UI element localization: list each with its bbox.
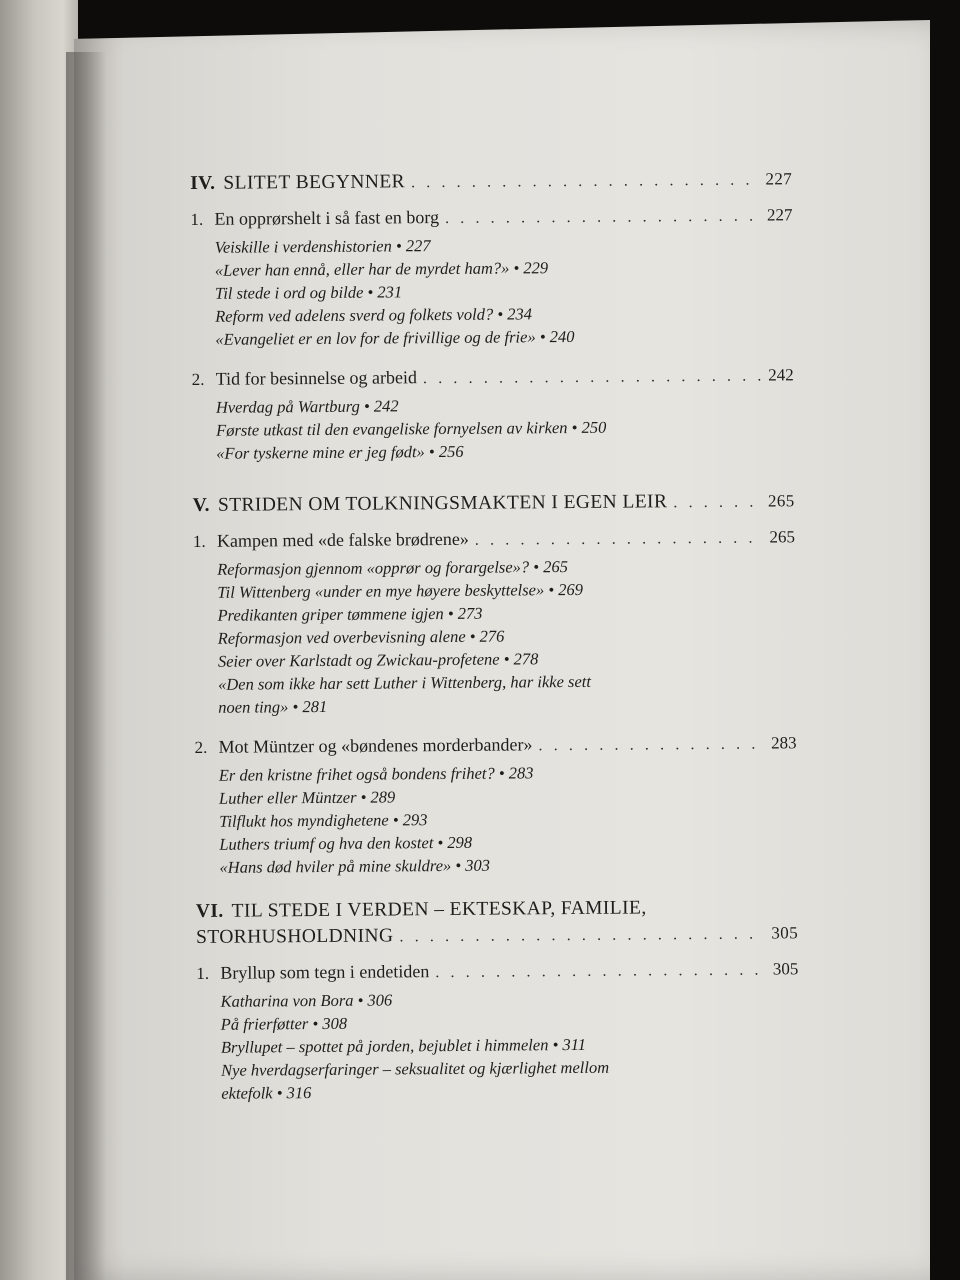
subsection-list [220, 985, 799, 1105]
part-heading [196, 896, 798, 923]
leader-dots [411, 172, 760, 193]
subsection-list [215, 231, 794, 351]
chapter-number: 1. [192, 531, 206, 551]
part-title-line2: STORHUSHOLDNING [195, 925, 394, 948]
subsection-entry: noen ting» • 281 [218, 696, 328, 717]
part-page: 227 [765, 169, 793, 189]
chapter-page: 242 [768, 365, 794, 385]
part-title: TIL STEDE I VERDEN – EKTESKAP, FAMILIE, [231, 897, 647, 922]
chapter-title: En opprørshelt i så fast en borg [214, 207, 440, 229]
leader-dots [475, 530, 764, 550]
leader-dots [399, 926, 765, 947]
subsection-entry: Nye hverdagserfaringer – seksualitet og kjærlighet mellom [221, 1057, 610, 1080]
chapter-title: Bryllup som tegn i endetiden [220, 961, 430, 983]
book-gutter-shadow [66, 52, 106, 1280]
chapter-page: 227 [766, 205, 793, 225]
subsection-entry: «Evangeliet er en lov for de frivillige og de frie» • 240 [215, 326, 575, 349]
leader-dots [423, 368, 762, 389]
subsection-entry: Luther eller Müntzer • 289 [218, 787, 396, 808]
part-page: 265 [767, 491, 795, 511]
subsection-entry: «Den som ikke har sett Luther i Wittenberg, har ikke sett [218, 671, 592, 694]
chapter-title: Tid for besinnelse og arbeid [215, 367, 418, 389]
subsection-entry: Reformasjon gjennom «opprør og forargelse»? • 265 [217, 557, 568, 579]
chapter-number: 2. [191, 369, 205, 389]
leader-dots [673, 494, 762, 513]
subsection-entry: Tilflukt hos myndighetene • 293 [219, 810, 428, 831]
table-of-contents [190, 160, 799, 1105]
subsection-entry: Luthers triumf og hva den kostet • 298 [219, 832, 473, 854]
chapter-entry [194, 732, 796, 758]
part-heading-continued [196, 922, 798, 949]
subsection-list [217, 553, 796, 719]
subsection-entry: Til Wittenberg «under en mye høyere beskyttelse» • 269 [217, 579, 584, 602]
leader-dots [435, 961, 767, 982]
chapter-title: Mot Müntzer og «bøndenes morderbander» [218, 734, 533, 757]
chapter-number: 1. [196, 963, 210, 983]
subsection-entry: «Hans død hviler på mine skuldre» • 303 [219, 855, 491, 877]
part-title: STRIDEN OM TOLKNINGSMAKTEN I EGEN LEIR [217, 491, 668, 516]
chapter-number: 1. [190, 209, 204, 229]
subsection-entry: «Lever han ennå, eller har de myrdet ham?» • 229 [214, 258, 549, 280]
chapter-entry [192, 364, 794, 390]
chapter-page: 283 [770, 733, 797, 753]
subsection-entry: Er den kristne frihet også bondens frihet? • 283 [218, 763, 534, 785]
subsection-list [216, 391, 795, 465]
subsection-entry: Seier over Karlstadt og Zwickau-profetene • 278 [217, 649, 539, 671]
chapter-entry [196, 958, 798, 984]
chapter-entry [193, 526, 795, 552]
subsection-entry: Predikanten griper tømmene igjen • 273 [217, 603, 483, 625]
subsection-entry: Reformasjon ved overbevisning alene • 276 [217, 626, 505, 648]
part-page: 305 [771, 923, 799, 943]
subsection-entry: Til stede i ord og bilde • 231 [214, 282, 403, 303]
subsection-entry: «For tyskerne mine er jeg født» • 256 [216, 441, 464, 463]
subsection-entry: Veiskille i verdenshistorien • 227 [214, 236, 431, 257]
part-heading [193, 490, 795, 517]
chapter-page: 305 [772, 959, 799, 979]
part-number: VI. [195, 900, 224, 922]
subsection-entry: Reform ved adelens sverd og folkets vold? • 234 [215, 304, 533, 326]
part-title: SLITET BEGYNNER [223, 171, 406, 194]
subsection-entry: Hverdag på Wartburg • 242 [215, 396, 399, 417]
subsection-entry: Bryllupet – spottet på jorden, bejublet i himmelen • 311 [220, 1034, 587, 1057]
subsection-list [219, 759, 798, 879]
part-number: V. [192, 494, 211, 516]
chapter-title: Kampen med «de falske brødrene» [216, 528, 469, 551]
subsection-entry: På frierføtter • 308 [220, 1013, 348, 1034]
subsection-entry: Første utkast til den evangeliske fornyelsen av kirken • 250 [216, 417, 607, 440]
part-number: IV. [190, 172, 216, 194]
chapter-page: 265 [769, 527, 796, 547]
leader-dots [445, 208, 761, 228]
chapter-number: 2. [194, 737, 208, 757]
subsection-entry: ektefolk • 316 [221, 1083, 312, 1103]
part-heading [190, 168, 792, 195]
chapter-entry [190, 204, 792, 230]
leader-dots [538, 736, 765, 756]
subsection-entry: Katharina von Bora • 306 [220, 990, 393, 1011]
